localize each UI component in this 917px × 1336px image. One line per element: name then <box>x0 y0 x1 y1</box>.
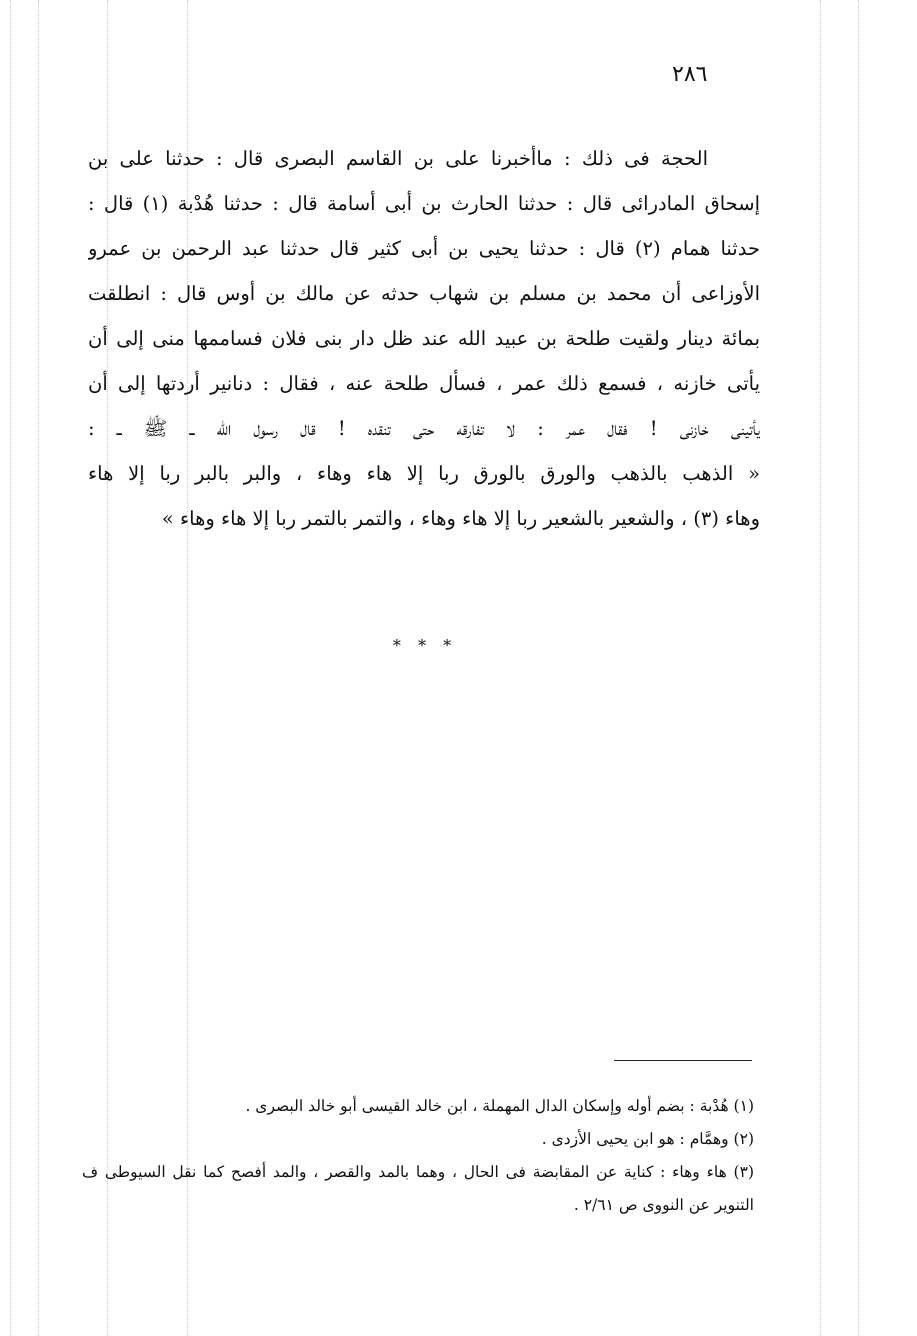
body-line: يأتينى خازنى ! فقال عمر : لا تفارقه حتى تنقده ! قال رسول الله ــ ﷺ ــ : <box>88 417 760 440</box>
footnote-divider <box>614 1060 752 1061</box>
footnote-line: التنوير عن النووى ص ٢/٦١ . <box>573 1196 754 1214</box>
scan-artifact-line <box>38 0 39 1336</box>
body-text <box>88 136 760 541</box>
footnote-line: (١) هُدْبة : بضم أوله وإسكان الدال المهملة ، ابن خالد القيسى أبو خالد البصرى . <box>245 1097 754 1115</box>
body-line: حدثنا همام (٢) قال : حدثنا يحيى بن أبى كثير قال حدثنا عبد الرحمن بن عمرو <box>88 237 760 260</box>
body-line: بمائة دينار ولقيت طلحة بن عبيد الله عند ظل دار بنى فلان فساممها منى إلى أن <box>88 327 760 350</box>
body-line: إسحاق المادرائى قال : حدثنا الحارث بن أبى أسامة قال : حدثنا هُدْبة (١) قال : <box>88 192 760 215</box>
footnote-line: (٣) هاء وهاء : كناية عن المقابضة فى الحال ، وهما بالمد والقصر ، والمد أفصح كما نقل السيوطى ف <box>82 1163 754 1181</box>
body-line: يأتى خازنه ، فسمع ذلك عمر ، فسأل طلحة عنه ، فقال : دنانير أردتها إلى أن <box>88 372 760 395</box>
scan-artifact-line <box>820 0 821 1336</box>
body-line: وهاء (٣) ، والشعير بالشعير ربا إلا هاء وهاء ، والتمر بالتمر ربا إلا هاء وهاء » <box>161 507 760 530</box>
body-line: الأوزاعى أن محمد بن مسلم بن شهاب حدثه عن مالك بن أوس قال : انطلقت <box>88 282 760 305</box>
footnotes <box>82 1090 754 1222</box>
scan-artifact-line <box>10 0 11 1336</box>
page-number: ٢٨٦ <box>672 62 708 87</box>
footnote-line: (٢) وهمَّام : هو ابن يحيى الأزدى . <box>541 1130 754 1148</box>
section-separator: * * * <box>392 636 458 655</box>
scan-artifact-line <box>858 0 859 1336</box>
body-line: « الذهب بالذهب والورق بالورق ربا إلا هاء وهاء ، والبر بالبر ربا إلا هاء <box>88 462 760 485</box>
body-line: الحجة فى ذلك : ماأخبرنا على بن القاسم البصرى قال : حدثنا على بن <box>88 147 708 170</box>
